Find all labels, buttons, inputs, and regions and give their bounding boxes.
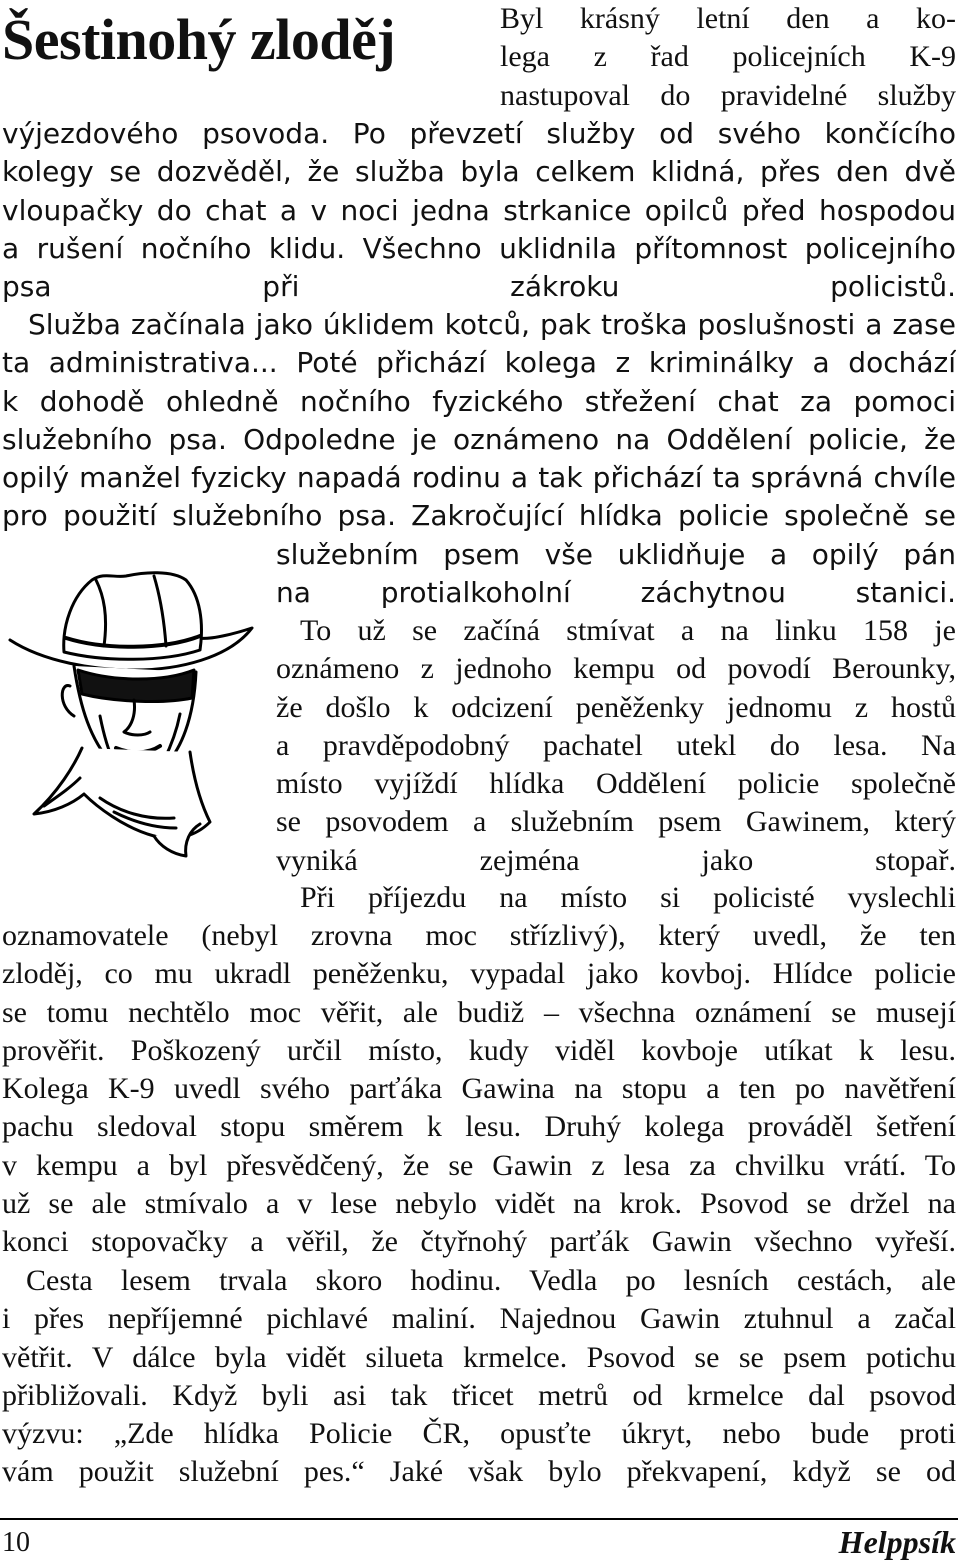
paragraph-5 <box>2 1262 956 1492</box>
text-line: ta administrativa... Poté přichází kolega z kriminálky a dochází <box>2 346 956 380</box>
text-line: k dohodě ohledně nočního fyzického střežení chat za pomoci <box>2 384 956 418</box>
paragraph-1 <box>2 115 956 306</box>
text-line: se tomu nechtělo moc věřit, ale budiž – všechna oznámení se musejí <box>2 995 956 1029</box>
paragraph-3 <box>276 612 956 880</box>
text-line: vyniká zejména jako stopař. <box>276 843 956 877</box>
text-line: prověřit. Poškozený určil místo, kudy viděl kovboje utíkat k lesu. <box>2 1033 956 1067</box>
text-line: že došlo k odcizení peněženky jednomu z hostů <box>276 690 956 724</box>
text-line: Byl krásný letní den a ko- <box>500 2 956 35</box>
text-line: oznamovatele (nebyl zrovna moc střízlivý), který uvedl, že ten <box>2 919 956 952</box>
text-line: na protialkoholní záchytnou stanici. <box>276 576 956 610</box>
text-line: a rušení nočního klidu. Všechno uklidnila přítomnost policejního <box>2 231 956 265</box>
text-line: vloupačky do chat a v noci jedna strkanice opilců před hospodou <box>2 193 956 227</box>
magazine-name: Helppsík <box>838 1524 956 1560</box>
text-line: místo vyjíždí hlídka Oddělení policie společně <box>276 767 956 801</box>
text-line: pachu sledoval stopu směrem k lesu. Druhý kolega prováděl šetření <box>2 1110 956 1144</box>
text-line: kolegy se dozvěděl, že služba byla celkem klidná, přes den dvě <box>2 155 956 189</box>
intro-head-block <box>500 0 956 115</box>
text-line: služebního psa. Odpoledne je oznámeno na Oddělení policie, že <box>2 422 956 456</box>
text-line: konci stopovačky a věřil, že čtyřnohý parťák Gawin všechno vyřeší. <box>2 1225 956 1259</box>
text-line: v kempu a byl přesvědčený, že se Gawin z lesa za chvilku vrátí. To <box>2 1148 956 1182</box>
text-line: zloděj, co mu ukradl peněženku, vypadal jako kovboj. Hlídce policie <box>2 957 956 991</box>
text-line: Služba začínala jako úklidem kotců, pak troška poslušnosti a zase <box>28 308 956 341</box>
page-number: 10 <box>2 1527 30 1558</box>
text-line: Kolega K-9 uvedl svého parťáka Gawina na stopu a ten po navětření <box>2 1072 956 1106</box>
text-line: opilý manžel fyzicky napadá rodinu a tak přichází ta správná chvíle <box>2 461 956 495</box>
text-line: i přes nepříjemné pichlavé maliní. Najednou Gawin ztuhnul a začal <box>2 1302 956 1336</box>
text-line: Cesta lesem trvala skoro hodinu. Vedla po lesních cestách, ale <box>26 1264 956 1297</box>
text-line: a pravděpodobný pachatel utekl do lesa. Na <box>276 728 956 762</box>
text-line: vám použit služební pes.“ Jaké však bylo překvapení, když se od <box>2 1455 956 1489</box>
paragraph-2 <box>2 306 956 536</box>
text-line: To už se začíná stmívat a na linku 158 je <box>300 614 956 647</box>
paragraph-2-side <box>276 536 956 613</box>
text-line: Při příjezdu na místo si policisté vyslechli <box>300 881 956 914</box>
paragraph-4 <box>2 917 956 1262</box>
text-line: služebním psem vše uklidňuje a opilý pán <box>276 538 956 571</box>
footer-divider <box>0 1518 958 1520</box>
text-line: pro použití služebního psa. Zakročující hlídka policie společně se <box>2 499 956 533</box>
text-line: se psovodem a služebním psem Gawinem, který <box>276 805 956 839</box>
article-title: Šestinohý zloděj <box>2 7 396 72</box>
text-line: větřit. V dálce byla vidět silueta krmelce. Psovod se se psem potichu <box>2 1340 956 1374</box>
cowboy-illustration <box>4 566 266 858</box>
text-line: lega z řad policejních K-9 <box>500 40 956 74</box>
text-line: už se ale stmívalo a v lese nebylo vidět na krok. Psovod se držel na <box>2 1187 956 1221</box>
text-line: oznámeno z jednoho kempu od povodí Berounky, <box>276 652 956 686</box>
text-line: výjezdového psovoda. Po převzetí služby od svého končícího <box>2 117 956 150</box>
text-line: přibližovali. Když byli asi tak třicet metrů od krmelce dal psovod <box>2 1378 956 1412</box>
text-line: psa při zákroku policistů. <box>2 270 956 304</box>
text-line: výzvu: „Zde hlídka Policie ČR, opusťte úkryt, nebo bude proti <box>2 1417 956 1451</box>
paragraph-4-first <box>300 879 956 917</box>
text-line: nastupoval do pravidelné služby <box>500 78 956 112</box>
